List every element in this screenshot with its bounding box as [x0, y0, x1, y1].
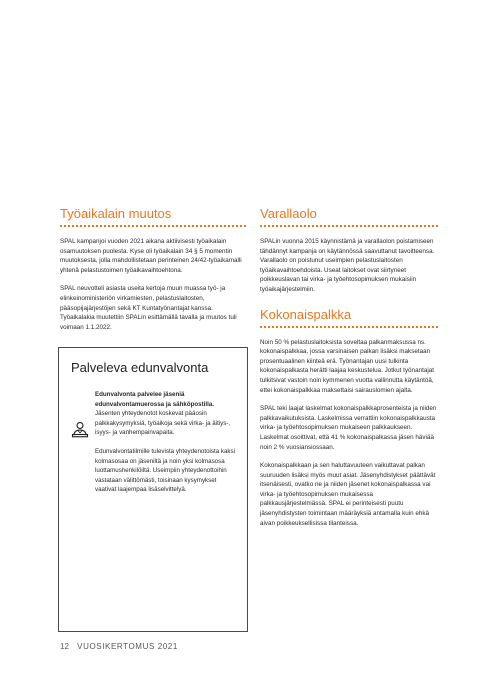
- info-box-palveleva-edunvalvonta: [58, 347, 248, 632]
- info-box-paragraph-2: Edunvalvontatilmille tulevista yhteydenotoista kaksi kolmasosaa on jäseniltä ja noin yksi kolmasosa luottamushenkilöiltä. Useimpiin yhteydenottoihin vastataan välittömästi, toisinaan kysymykset vaativat laajempaa lisäselvittelyä.: [95, 447, 235, 494]
- info-box-lead-rest: Jäsenten yhteydenotot koskevat pääosin palkkakysymyksiä, työaikoja sekä virka- ja äitiys-, isyys- ja vanhempainvapaita.: [95, 410, 231, 437]
- left-column: [60, 206, 246, 341]
- info-box-title: Palveleva edunvalvonta: [71, 360, 209, 375]
- section-title-kokonaispalkka: Kokonaispalkka: [260, 307, 438, 328]
- right-column: [260, 206, 438, 537]
- page-footer: [60, 642, 178, 651]
- tyoaikalaki-paragraph-1: SPAL kampanjoi vuoden 2021 aikana aktiivisesti työaikalain osamuutoksen puolesta. Kyse oli työaikalain 34 § 5 momentin muutoksesta, jolla mahdollistetaan perinteinen 24/42-työaikamalli yhtenä pelastustoimen työaikavaihtoehtona.: [60, 238, 242, 274]
- kokonaispalkka-paragraph-3: Kokonaispalkkaan ja sen haluttavuuteen vaikuttavat palkan suuruuden lisäksi myös muut asiat. Jäsenyhdistykset päättävät itsenäisesti, ovatko ne ja niiden jäsenet kokonaispalkassa vai virka- ja työehtosopimuksen mukaisessa palkkausjärjestelmässä. SPAL ei perinteisesti puutu jäsenyhdistysten toimintaan määräyksiä antamalla kuin ehkä aivan poikkeuksellisissa tilanteissa.: [260, 462, 436, 527]
- page-number: 12: [60, 642, 69, 651]
- section-title-varallaolo: Varallaolo: [260, 206, 438, 227]
- info-box-paragraph-1: [95, 390, 237, 438]
- section-title-tyoaikalain-muutos: Työaikalain muutos: [60, 206, 246, 227]
- publication-title: VUOSIKERTOMUS 2021: [77, 642, 178, 651]
- tyoaikalaki-paragraph-2: SPAL neuvotteli asiasta useita kertoja muun muassa työ- ja elinkeinoministeriön virkamiesten, pelastuslaitosten, pääsopijajärjestöjen sekä KT Kuntatyönantajat kanssa. Työaikalakia muutettiin SPALin esittämällä tavalla ja muutos tuli voimaan 1.1.2022.: [60, 285, 237, 331]
- person-at-desk-icon: [71, 421, 89, 439]
- info-box-lead: Edunvalvonta palvelee jäseniä edunvalvontamuerossa ja sähköpostilla.: [95, 391, 214, 408]
- kokonaispalkka-paragraph-2: SPAL teki laajat laskelmat kokonaispalkkaprosenteista ja niiden palkkavaikutuksista. Laskelmissa verrattiin kokonaispalkkausta virka- ja työehtosopimuksen mukaiseen palkkaukseen. Laskelmat osoittivat, että 41 % kokonaispalkassa jäsen häviää noin 2 % vuosiansiossaan.: [260, 405, 437, 451]
- kokonaispalkka-paragraph-1: Noin 50 % pelastuslaitoksista soveltaa palkanmaksussa ns. kokonaispalkkaa, jossa varsinaisen palkan lisäksi maksetaan prosentuaalinen kiinteä erä. Työnantajan uusi tulkinta kokonaispalkasta herätti laajaa keskustelua. Jotkut työnantajat tulkitsivat vastoin noin kymmenen vuotta vallinnutta käytäntöä, ettei kokonaispalkkaa maksettaisi sairauslomien ajalta.: [260, 338, 434, 394]
- info-box-body: [95, 390, 237, 495]
- varallaolo-paragraph: SPALin vuonna 2015 käynnistämä ja varallaolon poistamiseen tähdännyt kampanja on käytännössä saavuttanut tavoitteensa. Varallaolo on poistunut useimpien pelastuslaitosten työaikavaihtoehdoista. Useat laitokset ovat siirtyneet poikkeuslavan tai virka- ja työehtosopimuksen mukaisiin työaikajärjestelmiin.: [260, 238, 435, 293]
